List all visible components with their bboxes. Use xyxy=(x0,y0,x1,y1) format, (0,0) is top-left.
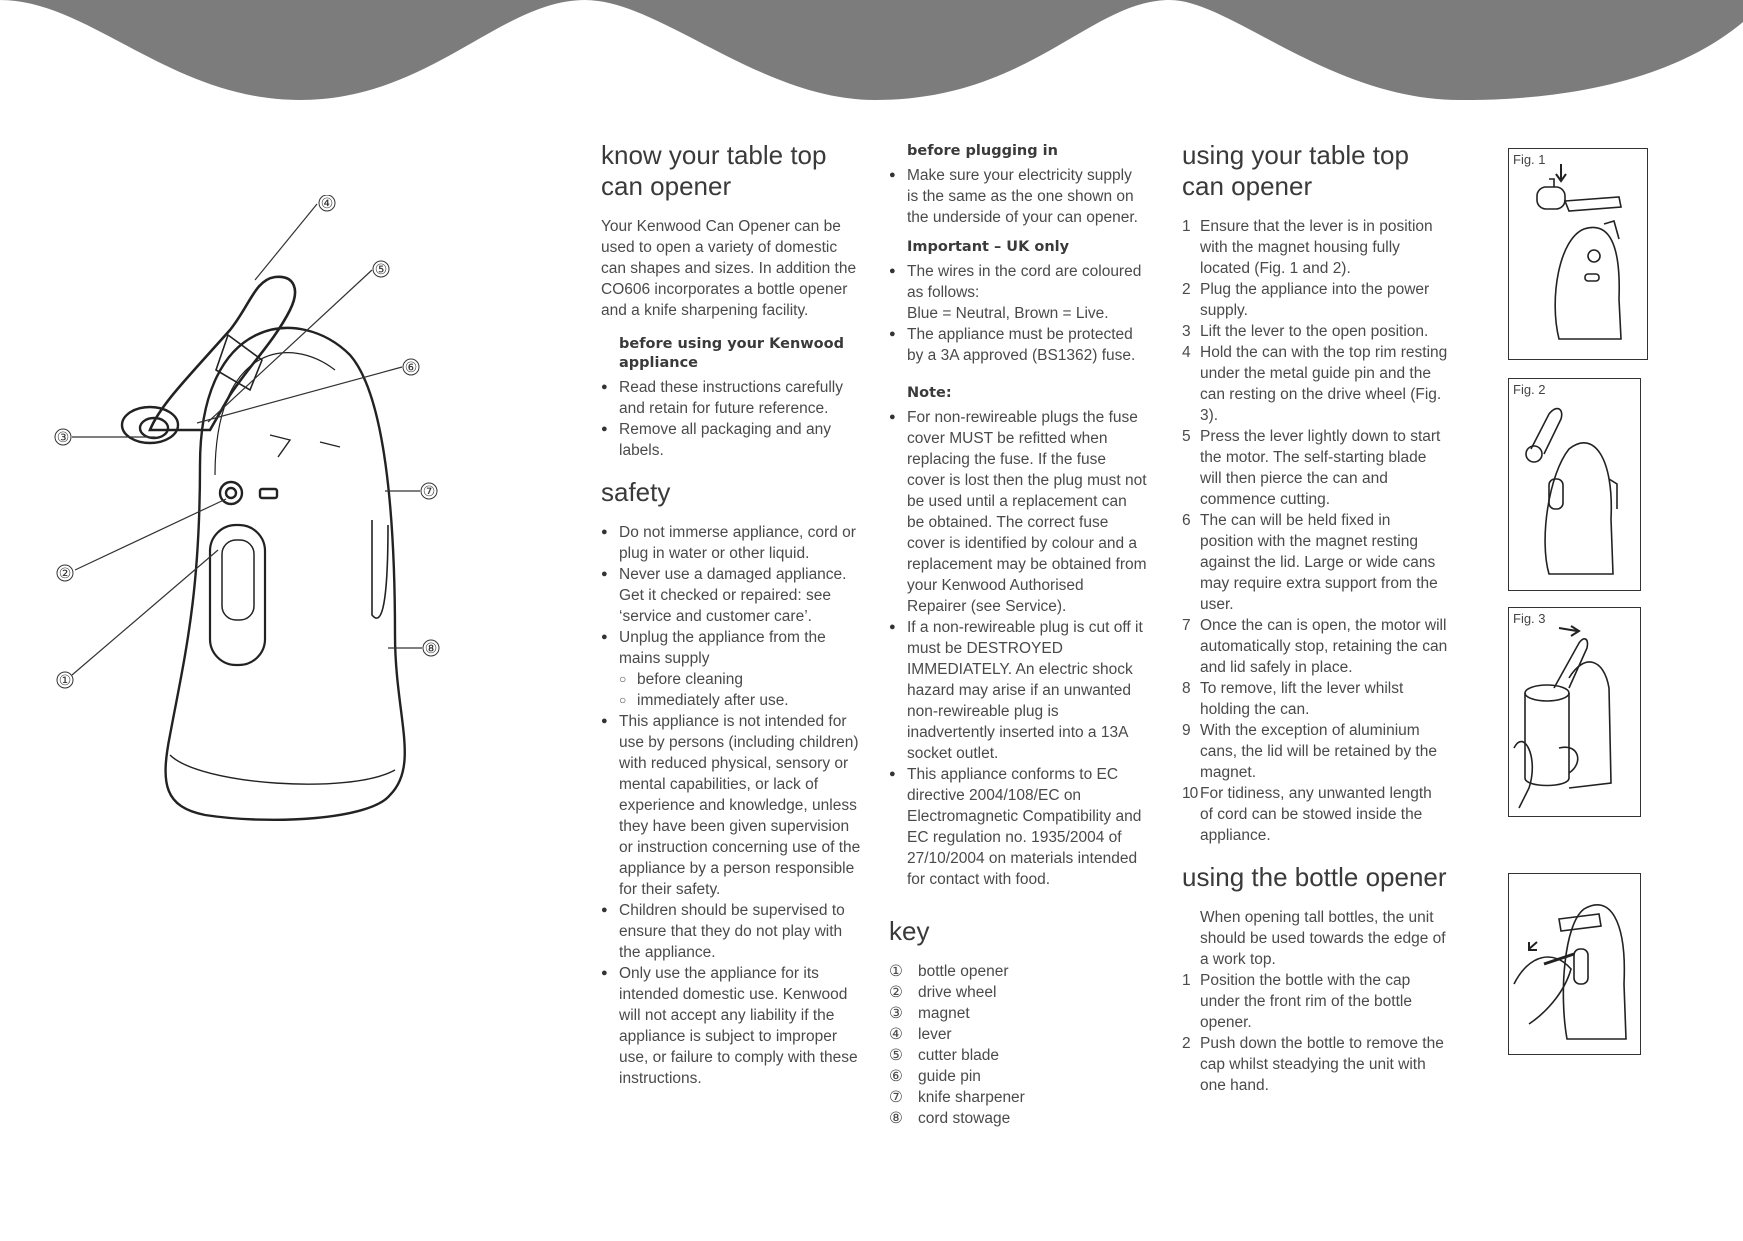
figure-4 xyxy=(1508,873,1641,1055)
callout-7: ⑦ xyxy=(422,484,436,500)
before-using-list xyxy=(601,377,863,461)
step-text: To remove, lift the lever whilst holding the can. xyxy=(1200,680,1404,718)
key-label: magnet xyxy=(918,1005,970,1022)
column-know-safety xyxy=(601,140,863,1099)
figure-2-drawing xyxy=(1509,379,1640,590)
step-number: 8 xyxy=(1182,680,1191,697)
list-item xyxy=(601,627,863,711)
step xyxy=(1182,510,1448,615)
using-steps xyxy=(1182,216,1448,846)
list-item: ● The appliance must be protected by a 3A approved (BS1362) fuse. xyxy=(889,324,1147,366)
figure-1 xyxy=(1508,148,1648,360)
wires-colours: Blue = Neutral, Brown = Live. xyxy=(907,305,1109,322)
bottle-steps xyxy=(1182,970,1448,1096)
key-label: drive wheel xyxy=(918,984,997,1001)
figure-2 xyxy=(1508,378,1641,591)
key-number: ① xyxy=(889,963,903,980)
step-text: Press the lever lightly down to start the motor. The self-starting blade will then pierce the can and commence cutting. xyxy=(1200,428,1441,508)
sublist-item: ○ immediately after use. xyxy=(619,690,863,711)
figure-2-label: Fig. 2 xyxy=(1513,382,1546,397)
step-number: 1 xyxy=(1182,218,1191,235)
step-number: 2 xyxy=(1182,1035,1191,1052)
step xyxy=(1182,279,1448,321)
list-item: ● Never use a damaged appliance. Get it checked or repaired: see ‘service and customer care’. xyxy=(601,564,863,627)
key-number: ⑤ xyxy=(889,1047,903,1064)
key-title: key xyxy=(889,916,930,946)
step-text: For tidiness, any unwanted length of cord can be stowed inside the appliance. xyxy=(1200,785,1432,844)
step-number: 7 xyxy=(1182,617,1191,634)
key-item xyxy=(889,1045,1147,1066)
list-item: ● Only use the appliance for its intended domestic use. Kenwood will not accept any liability if the appliance is subject to improper use, or failure to comply with these instructions. xyxy=(601,963,863,1089)
key-label: cutter blade xyxy=(918,1047,999,1064)
list-item: ● This appliance is not intended for use by persons (including children) with reduced physical, sensory or mental capabilities, or lack of experience and knowledge, unless they have been given supervision or instruction concerning use of the appliance by a person responsible for their safety. xyxy=(601,711,863,900)
key-label: guide pin xyxy=(918,1068,981,1085)
step-text: Once the can is open, the motor will automatically stop, retaining the can and lid safely in place. xyxy=(1200,617,1448,676)
key-list xyxy=(889,961,1147,1129)
before-plugging-heading: before plugging in xyxy=(907,143,1058,159)
safety-list xyxy=(601,522,863,1089)
step xyxy=(1182,678,1448,720)
note-list xyxy=(889,407,1147,890)
figure-3-label: Fig. 3 xyxy=(1513,611,1546,626)
using-title: using your table top can opener xyxy=(1182,140,1409,201)
key-label: lever xyxy=(918,1026,952,1043)
list-item-text: Unplug the appliance from the mains supply xyxy=(619,629,826,667)
list-item: ● Remove all packaging and any labels. xyxy=(601,419,863,461)
sublist-item: ○ before cleaning xyxy=(619,669,863,690)
step-number: 10 xyxy=(1182,785,1198,802)
figure-1-drawing xyxy=(1509,149,1647,359)
list-item xyxy=(889,261,1147,324)
bottle-title: using the bottle opener xyxy=(1182,862,1447,892)
callout-1: ① xyxy=(58,673,72,689)
callout-8: ⑧ xyxy=(424,641,438,657)
figure-3-drawing xyxy=(1509,608,1640,816)
can-opener-illustration xyxy=(50,195,510,855)
step xyxy=(1182,970,1448,1033)
wires-text: ● The wires in the cord are coloured as follows: xyxy=(907,263,1142,301)
key-item xyxy=(889,1087,1147,1108)
key-label: cord stowage xyxy=(918,1110,1011,1127)
step-number: 4 xyxy=(1182,344,1191,361)
list-item: ● Do not immerse appliance, cord or plug in water or other liquid. xyxy=(601,522,863,564)
step xyxy=(1182,720,1448,783)
step xyxy=(1182,216,1448,279)
unplug-sublist xyxy=(619,669,863,711)
list-item: ● Make sure your electricity supply is the same as the one shown on the underside of your can opener. xyxy=(889,165,1147,228)
step-text: Ensure that the lever is in position with the magnet housing fully located (Fig. 1 and 2). xyxy=(1200,218,1433,277)
step-number: 9 xyxy=(1182,722,1191,739)
before-using-heading: before using your Kenwood appliance xyxy=(619,336,844,371)
list-item: ● This appliance conforms to EC directive 2004/108/EC on Electromagnetic Compatibility and EC regulation no. 1935/2004 of 27/10/2004 on materials intended for contact with food. xyxy=(889,764,1147,890)
step xyxy=(1182,783,1448,846)
important-list xyxy=(889,261,1147,366)
figure-4-drawing xyxy=(1509,874,1640,1054)
key-label: bottle opener xyxy=(918,963,1009,980)
key-number: ③ xyxy=(889,1005,903,1022)
key-item xyxy=(889,1003,1147,1024)
know-title: know your table top can opener xyxy=(601,140,827,201)
callout-3: ③ xyxy=(56,430,70,446)
key-item xyxy=(889,1066,1147,1087)
important-uk-heading: Important – UK only xyxy=(907,239,1070,255)
step xyxy=(1182,1033,1448,1096)
step-number: 5 xyxy=(1182,428,1191,445)
callout-5: ⑤ xyxy=(374,262,388,278)
step-number: 1 xyxy=(1182,972,1191,989)
list-item: ● If a non-rewireable plug is cut off it must be DESTROYED IMMEDIATELY. An electric shock hazard may arise if an unwanted non-rewireable plug is inadvertently inserted into a 13A socket outlet. xyxy=(889,617,1147,764)
callout-4: ④ xyxy=(320,196,334,212)
step-text: With the exception of aluminium cans, the lid will be retained by the magnet. xyxy=(1200,722,1437,781)
key-number: ⑥ xyxy=(889,1068,903,1085)
step-text: The can will be held fixed in position with the magnet resting against the lid. Large or wide cans may require extra support from the user. xyxy=(1200,512,1438,613)
step-number: 6 xyxy=(1182,512,1191,529)
step xyxy=(1182,615,1448,678)
step-text: Plug the appliance into the power supply. xyxy=(1200,281,1430,319)
step xyxy=(1182,426,1448,510)
step-text: Hold the can with the top rim resting under the metal guide pin and the can resting on the drive wheel (Fig. 3). xyxy=(1200,344,1448,424)
step xyxy=(1182,321,1448,342)
bottle-intro: When opening tall bottles, the unit should be used towards the edge of a work top. xyxy=(1200,909,1446,968)
step-number: 3 xyxy=(1182,323,1191,340)
key-item xyxy=(889,961,1147,982)
plugging-list xyxy=(889,165,1147,228)
key-number: ② xyxy=(889,984,903,1001)
key-item xyxy=(889,982,1147,1003)
step-text: Push down the bottle to remove the cap whilst steadying the unit with one hand. xyxy=(1200,1035,1444,1094)
callout-6: ⑥ xyxy=(404,360,418,376)
key-number: ⑧ xyxy=(889,1110,903,1127)
key-label: knife sharpener xyxy=(918,1089,1025,1106)
note-heading: Note: xyxy=(907,385,952,401)
step-text: Position the bottle with the cap under the front rim of the bottle opener. xyxy=(1200,972,1412,1031)
step-number: 2 xyxy=(1182,281,1191,298)
step-text: Lift the lever to the open position. xyxy=(1200,323,1429,340)
list-item: ● Read these instructions carefully and retain for future reference. xyxy=(601,377,863,419)
list-item: ● Children should be supervised to ensure that they do not play with the appliance. xyxy=(601,900,863,963)
column-plugging-key xyxy=(889,142,1147,1129)
key-number: ⑦ xyxy=(889,1089,903,1106)
safety-title: safety xyxy=(601,477,671,507)
key-item xyxy=(889,1024,1147,1045)
key-item xyxy=(889,1108,1147,1129)
step xyxy=(1182,342,1448,426)
column-using xyxy=(1182,140,1448,1106)
figure-3 xyxy=(1508,607,1641,817)
callout-2: ② xyxy=(58,566,72,582)
know-intro: Your Kenwood Can Opener can be used to open a variety of domestic can shapes and sizes. In addition the CO606 incorporates a bottle opener and a knife sharpening facility. xyxy=(601,218,857,319)
list-item: ● For non-rewireable plugs the fuse cover MUST be refitted when replacing the fuse. If the fuse cover is lost then the plug must not be used until a replacement can be obtained. The correct fuse cover is identified by colour and a replacement may be obtained from your Kenwood Authorised Repairer (see Service). xyxy=(889,407,1147,617)
figure-1-label: Fig. 1 xyxy=(1513,152,1546,167)
header-wave-band xyxy=(0,0,1743,100)
key-number: ④ xyxy=(889,1026,903,1043)
